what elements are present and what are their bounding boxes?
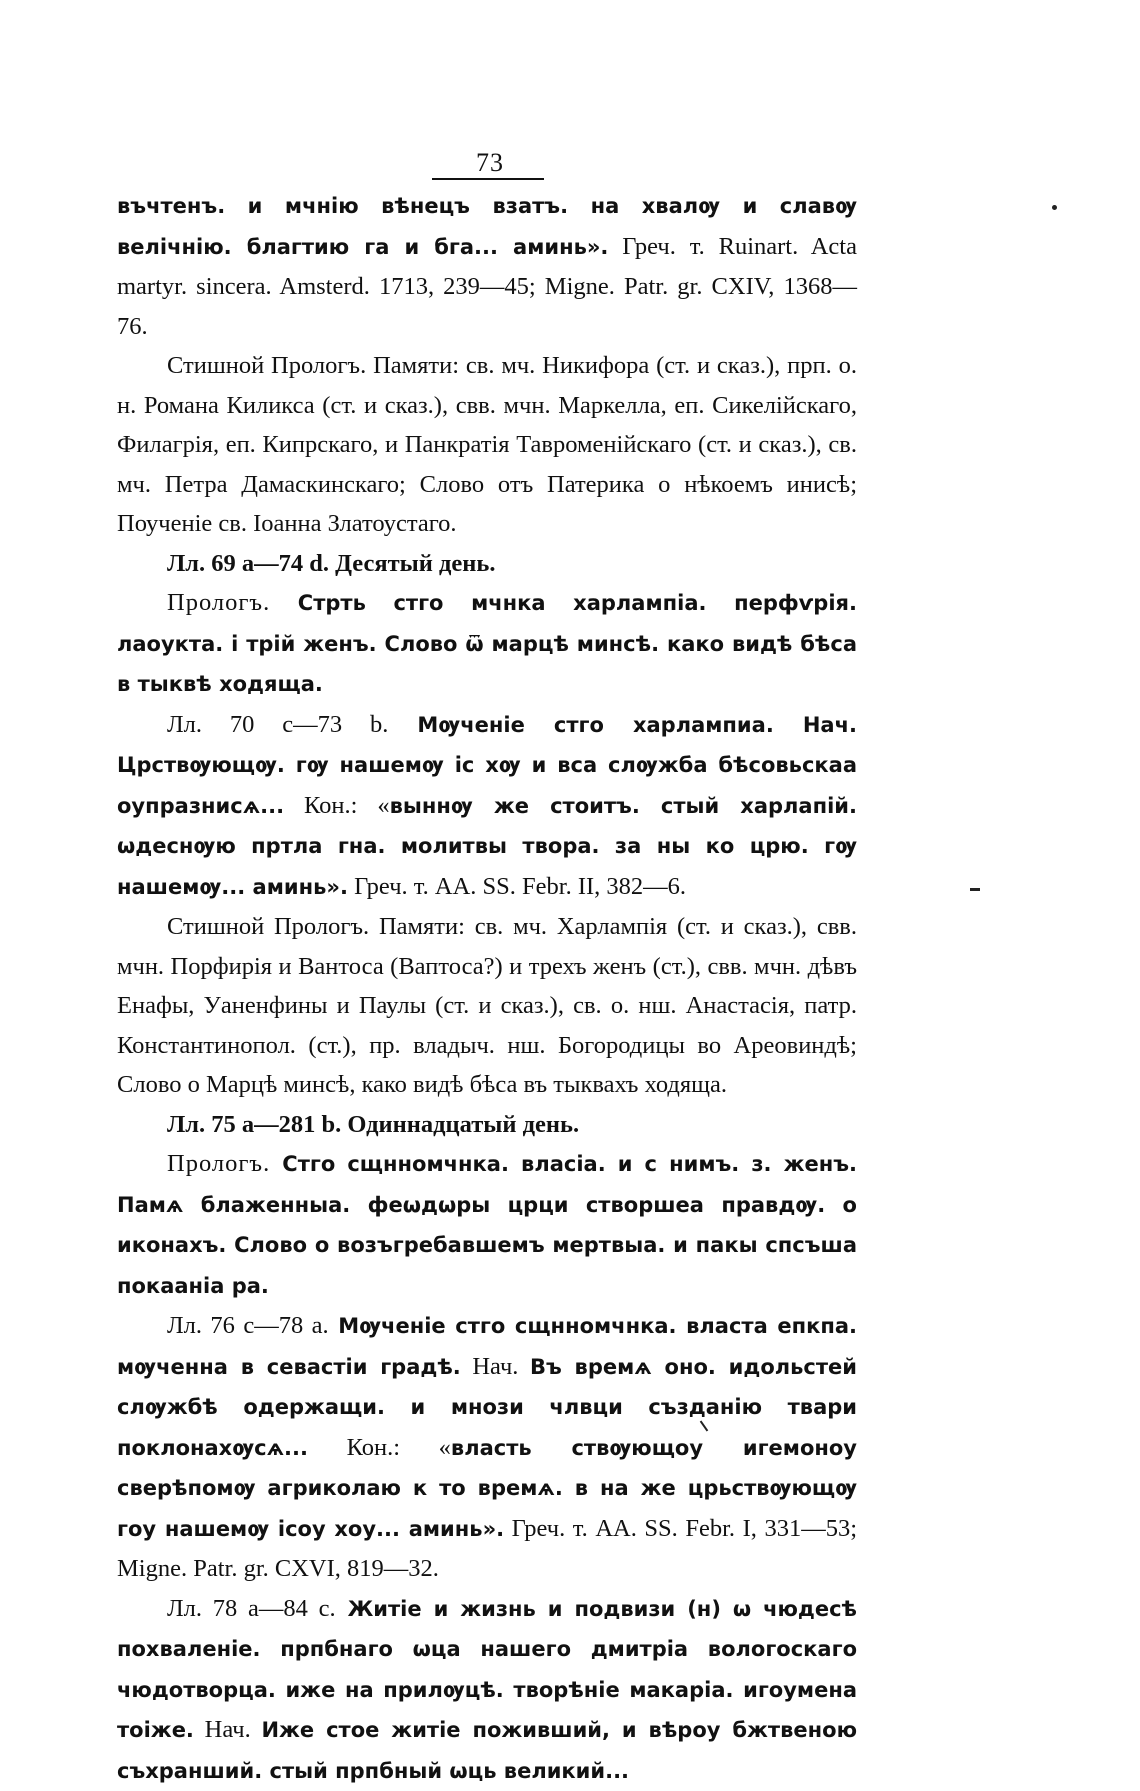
page-number-rule <box>432 178 544 180</box>
stishnoi-prolog-text: Стишной Прологъ. Памяти: св. мч. Никифора (ст. и сказ.), прп. о. н. Романа Киликса (ст. и сказ.), свв. мчн. Маркелла, еп. Сикелійскаго, Филагрія, еп. Кипрскаго, и Панкратія Тавроменійскаго (ст. и сказ.), св. мч. Петра Дамаскинскаго; Слово отъ Патерика о нѣкоемъ инисѣ; Поученіе св. Іоанна Златоустаго. <box>117 352 857 537</box>
source-reference: Греч. т. AA. SS. Febr. II, 382—6. <box>348 873 686 900</box>
church-slavonic-quote: Стго сщнномчнка. власіа. и с нимъ. з. женъ. Памѧ блаженныа. феωдωры црци створшеа правдѹ. о иконахъ. Слово о возъгребавшемъ мертвыа. и пакы спсъша покааніа ра. <box>117 1152 857 1298</box>
paragraph-2 <box>117 346 857 544</box>
source-reference: Греч. т. AA. SS. Febr. I, 331—53; Migne. Patr. gr. CXVI, 819—32. <box>117 1515 857 1583</box>
scan-speck <box>970 888 980 891</box>
church-slavonic-quote: Въ времѧ оно. идольстей слѹжбѣ одержащи. и мнози члвци създанію твари поклонахѹсѧ... <box>117 1355 857 1460</box>
main-text <box>117 186 857 1791</box>
paragraph-10 <box>117 1589 857 1791</box>
section-heading: Лл. 75 а—281 b. Одиннадцатый день. <box>167 1111 579 1138</box>
paragraph-7 <box>117 1105 857 1145</box>
church-slavonic-quote: Стрть стго мчнка харлампіа. перфѵрія. лаоукта. і трій женъ. Слово ѿ марцѣ минсѣ. како видѣ бѣса в тыквѣ ходяща. <box>117 591 857 696</box>
folio-reference: Лл. 70 с—73 b. <box>167 711 388 738</box>
paragraph-3 <box>117 544 857 584</box>
church-slavonic-quote: Житіе и жизнь и подвизи (н) ѡ чюдесѣ похваленіе. прпбнаго ѡца нашего дмитріа вологоскаго чюдотворца. иже на прилѹцѣ. творѣніе макаріа. игоумена тоіже. <box>117 1597 857 1743</box>
church-slavonic-quote: власть ствѹющоу игемоноу сверѣпомѹ агриколаю к то времѧ. в на же црьствѹющѹ гоу нашемѹ ісоу хоу... аминь». <box>117 1436 857 1541</box>
folio-reference: Лл. 78 а—84 с. <box>167 1595 336 1622</box>
paragraph-1 <box>117 186 857 346</box>
folio-reference: Лл. 76 с—78 а. <box>167 1312 329 1339</box>
source-reference: Греч. т. Ruinart. Acta martyr. sincera. Amsterd. 1713, 239—45; Migne. Patr. gr. CXIV, 1368—76. <box>117 233 857 340</box>
stishnoi-prolog-text: Стишной Прологъ. Памяти: св. мч. Харлампія (ст. и сказ.), свв. мчн. Порфирія и Вантоса (Ваптоса?) и трехъ женъ (ст.), свв. мчн. дѣвъ Енафы, Уаненфины и Паулы (ст. и сказ.), св. о. нш. Анастасія, патр. Константинопол. (ст.), пр. владыч. нш. Богородицы во Ареовиндѣ; Слово о Марцѣ минсѣ, како видѣ бѣса въ тыквахъ ходяща. <box>117 913 857 1098</box>
paragraph-6 <box>117 907 857 1105</box>
church-slavonic-quote: выннѹ же стоитъ. стый харлапій. ѡдеснѹю пртла гна. молитвы твора. за ны ко црю. гѹ нашемѹ... аминь». <box>117 794 857 899</box>
church-slavonic-quote: Мѹченіе стго харлампиа. Нач. Црствѹющѹ. гѹ нашемѹ іс хѹ и вса слѹжба бѣсовьскаа оупразнисѧ... <box>117 713 857 818</box>
begin-label: Нач. <box>461 1353 530 1380</box>
church-slavonic-quote: Иже стое житіе поживший, и вѣроу бжтвеною съхранший. стый прпбный ѡць великий... <box>117 1718 857 1783</box>
prolog-label: Прологъ. <box>167 1150 270 1177</box>
end-label: Кон.: « <box>284 792 389 819</box>
end-label: Кон.: « <box>308 1434 451 1461</box>
prolog-label: Прологъ. <box>167 589 270 616</box>
church-slavonic-quote: Мѹченіе стго сщнномчнка. власта епкпа. мѹченна в севастіи градѣ. <box>117 1314 857 1379</box>
begin-label: Нач. <box>194 1716 262 1743</box>
page-number: 73 <box>440 148 540 178</box>
scan-speck <box>1052 205 1057 210</box>
paragraph-9 <box>117 1306 857 1589</box>
section-heading: Лл. 69 а—74 d. Десятый день. <box>167 550 495 577</box>
paragraph-8 <box>117 1144 857 1306</box>
paragraph-5 <box>117 705 857 908</box>
church-slavonic-quote: въчтенъ. и мчнію вѣнецъ взатъ. на хвалѹ и славѹ велічнію. благтию га и бга... аминь». <box>117 194 857 259</box>
paragraph-4 <box>117 583 857 705</box>
